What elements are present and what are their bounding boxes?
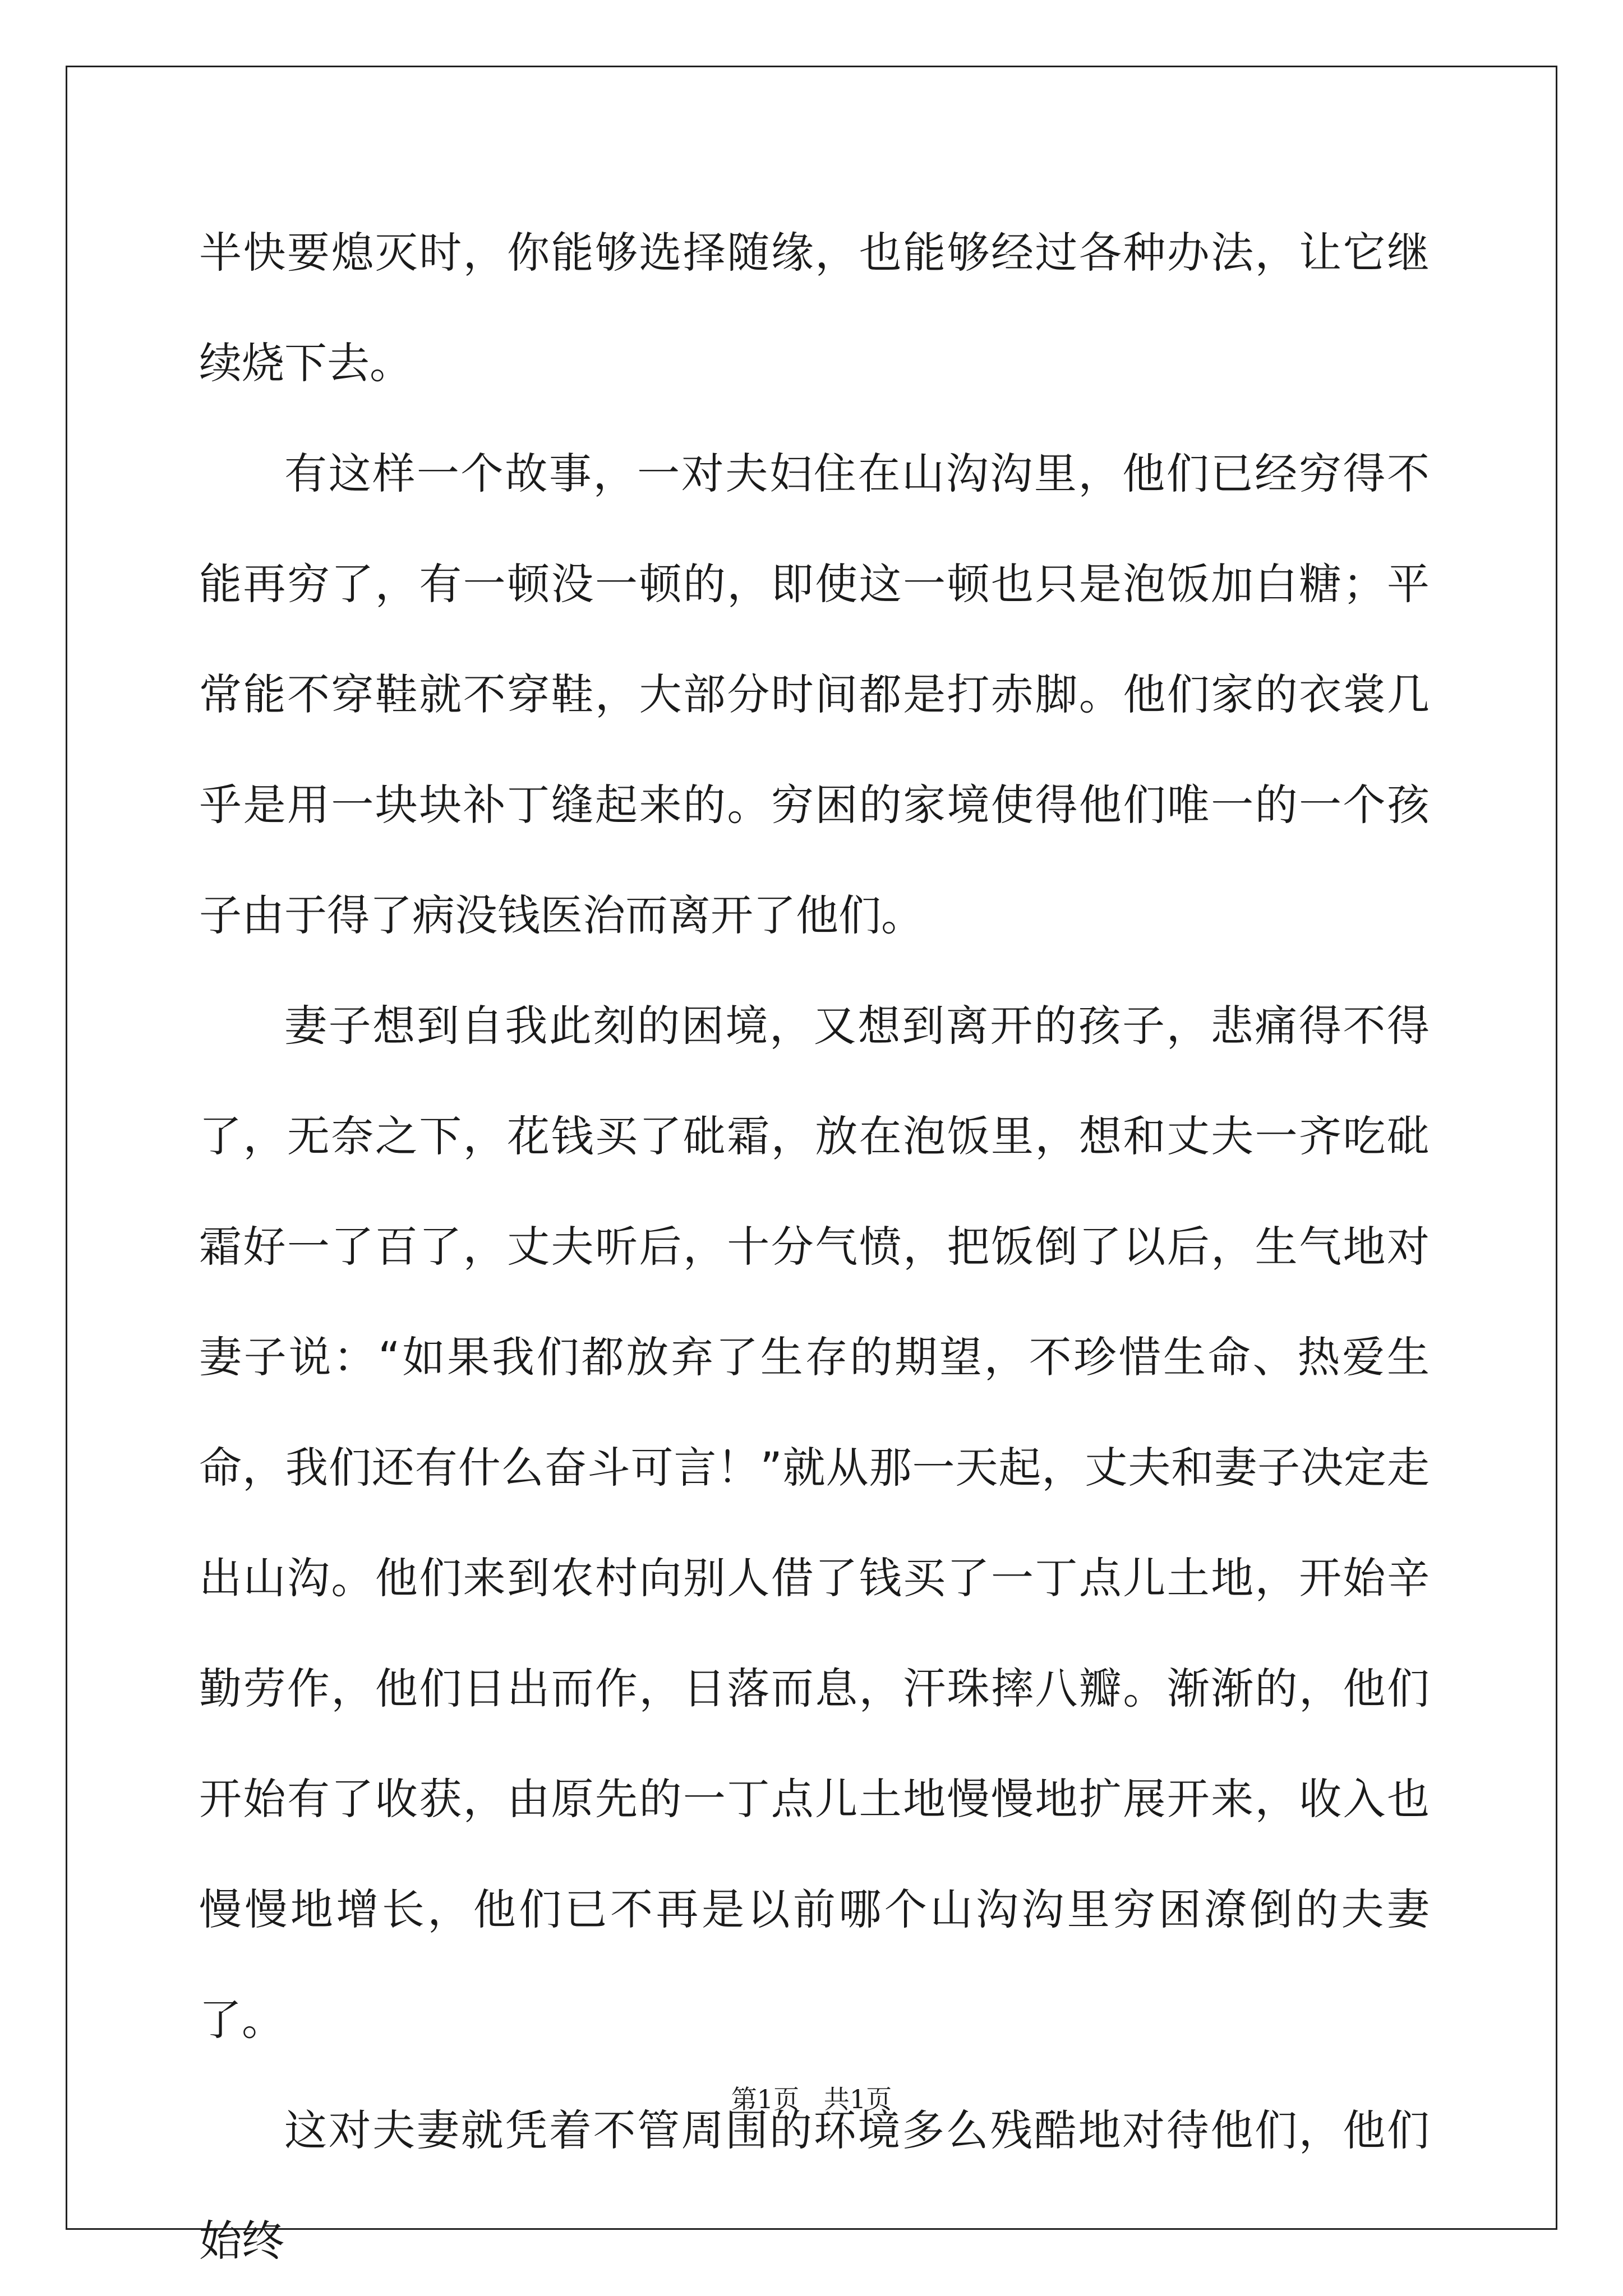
document-body — [199, 197, 1430, 2296]
paragraph-continuation: 半快要熄灭时，你能够选择随缘，也能够经过各种办法，让它继续烧下去。 — [199, 228, 1430, 388]
paragraph-story-intro: 有这样一个故事，一对夫妇住在山沟沟里，他们已经穷得不能再穷了，有一顿没一顿的，即使这一顿也只是泡饭加白糖；平常能不穿鞋就不穿鞋，大部分时间都是打赤脚。他们家的衣裳几乎是用一块块补丁缝起来的。穷困的家境使得他们唯一的一个孩子由于得了病没钱医治而离开了他们。 — [199, 449, 1430, 940]
page-number: 第1页 共1页 — [731, 2084, 892, 2114]
paragraph-conclusion-start: 这对夫妻就凭着不管周围的环境多么残酷地对待他们，他们始终 — [199, 2105, 1430, 2266]
paragraph-story-body: 妻子想到自我此刻的困境，又想到离开的孩子，悲痛得不得了，无奈之下，花钱买了砒霜，放在泡饭里，想和丈夫一齐吃砒霜好一了百了，丈夫听后，十分气愤，把饭倒了以后，生气地对妻子说：“如果我们都放弃了生存的期望，不珍惜生命、热爱生命，我们还有什么奋斗可言！”就从那一天起，丈夫和妻子决定走出山沟。他们来到农村向别人借了钱买了一丁点儿土地，开始辛勤劳作，他们日出而作，日落而息，汗珠摔八瓣。渐渐的，他们开始有了收获，由原先的一丁点儿土地慢慢地扩展开来，收入也慢慢地增长，他们已不再是以前哪个山沟沟里穷困潦倒的夫妻了。 — [199, 1001, 1430, 2045]
